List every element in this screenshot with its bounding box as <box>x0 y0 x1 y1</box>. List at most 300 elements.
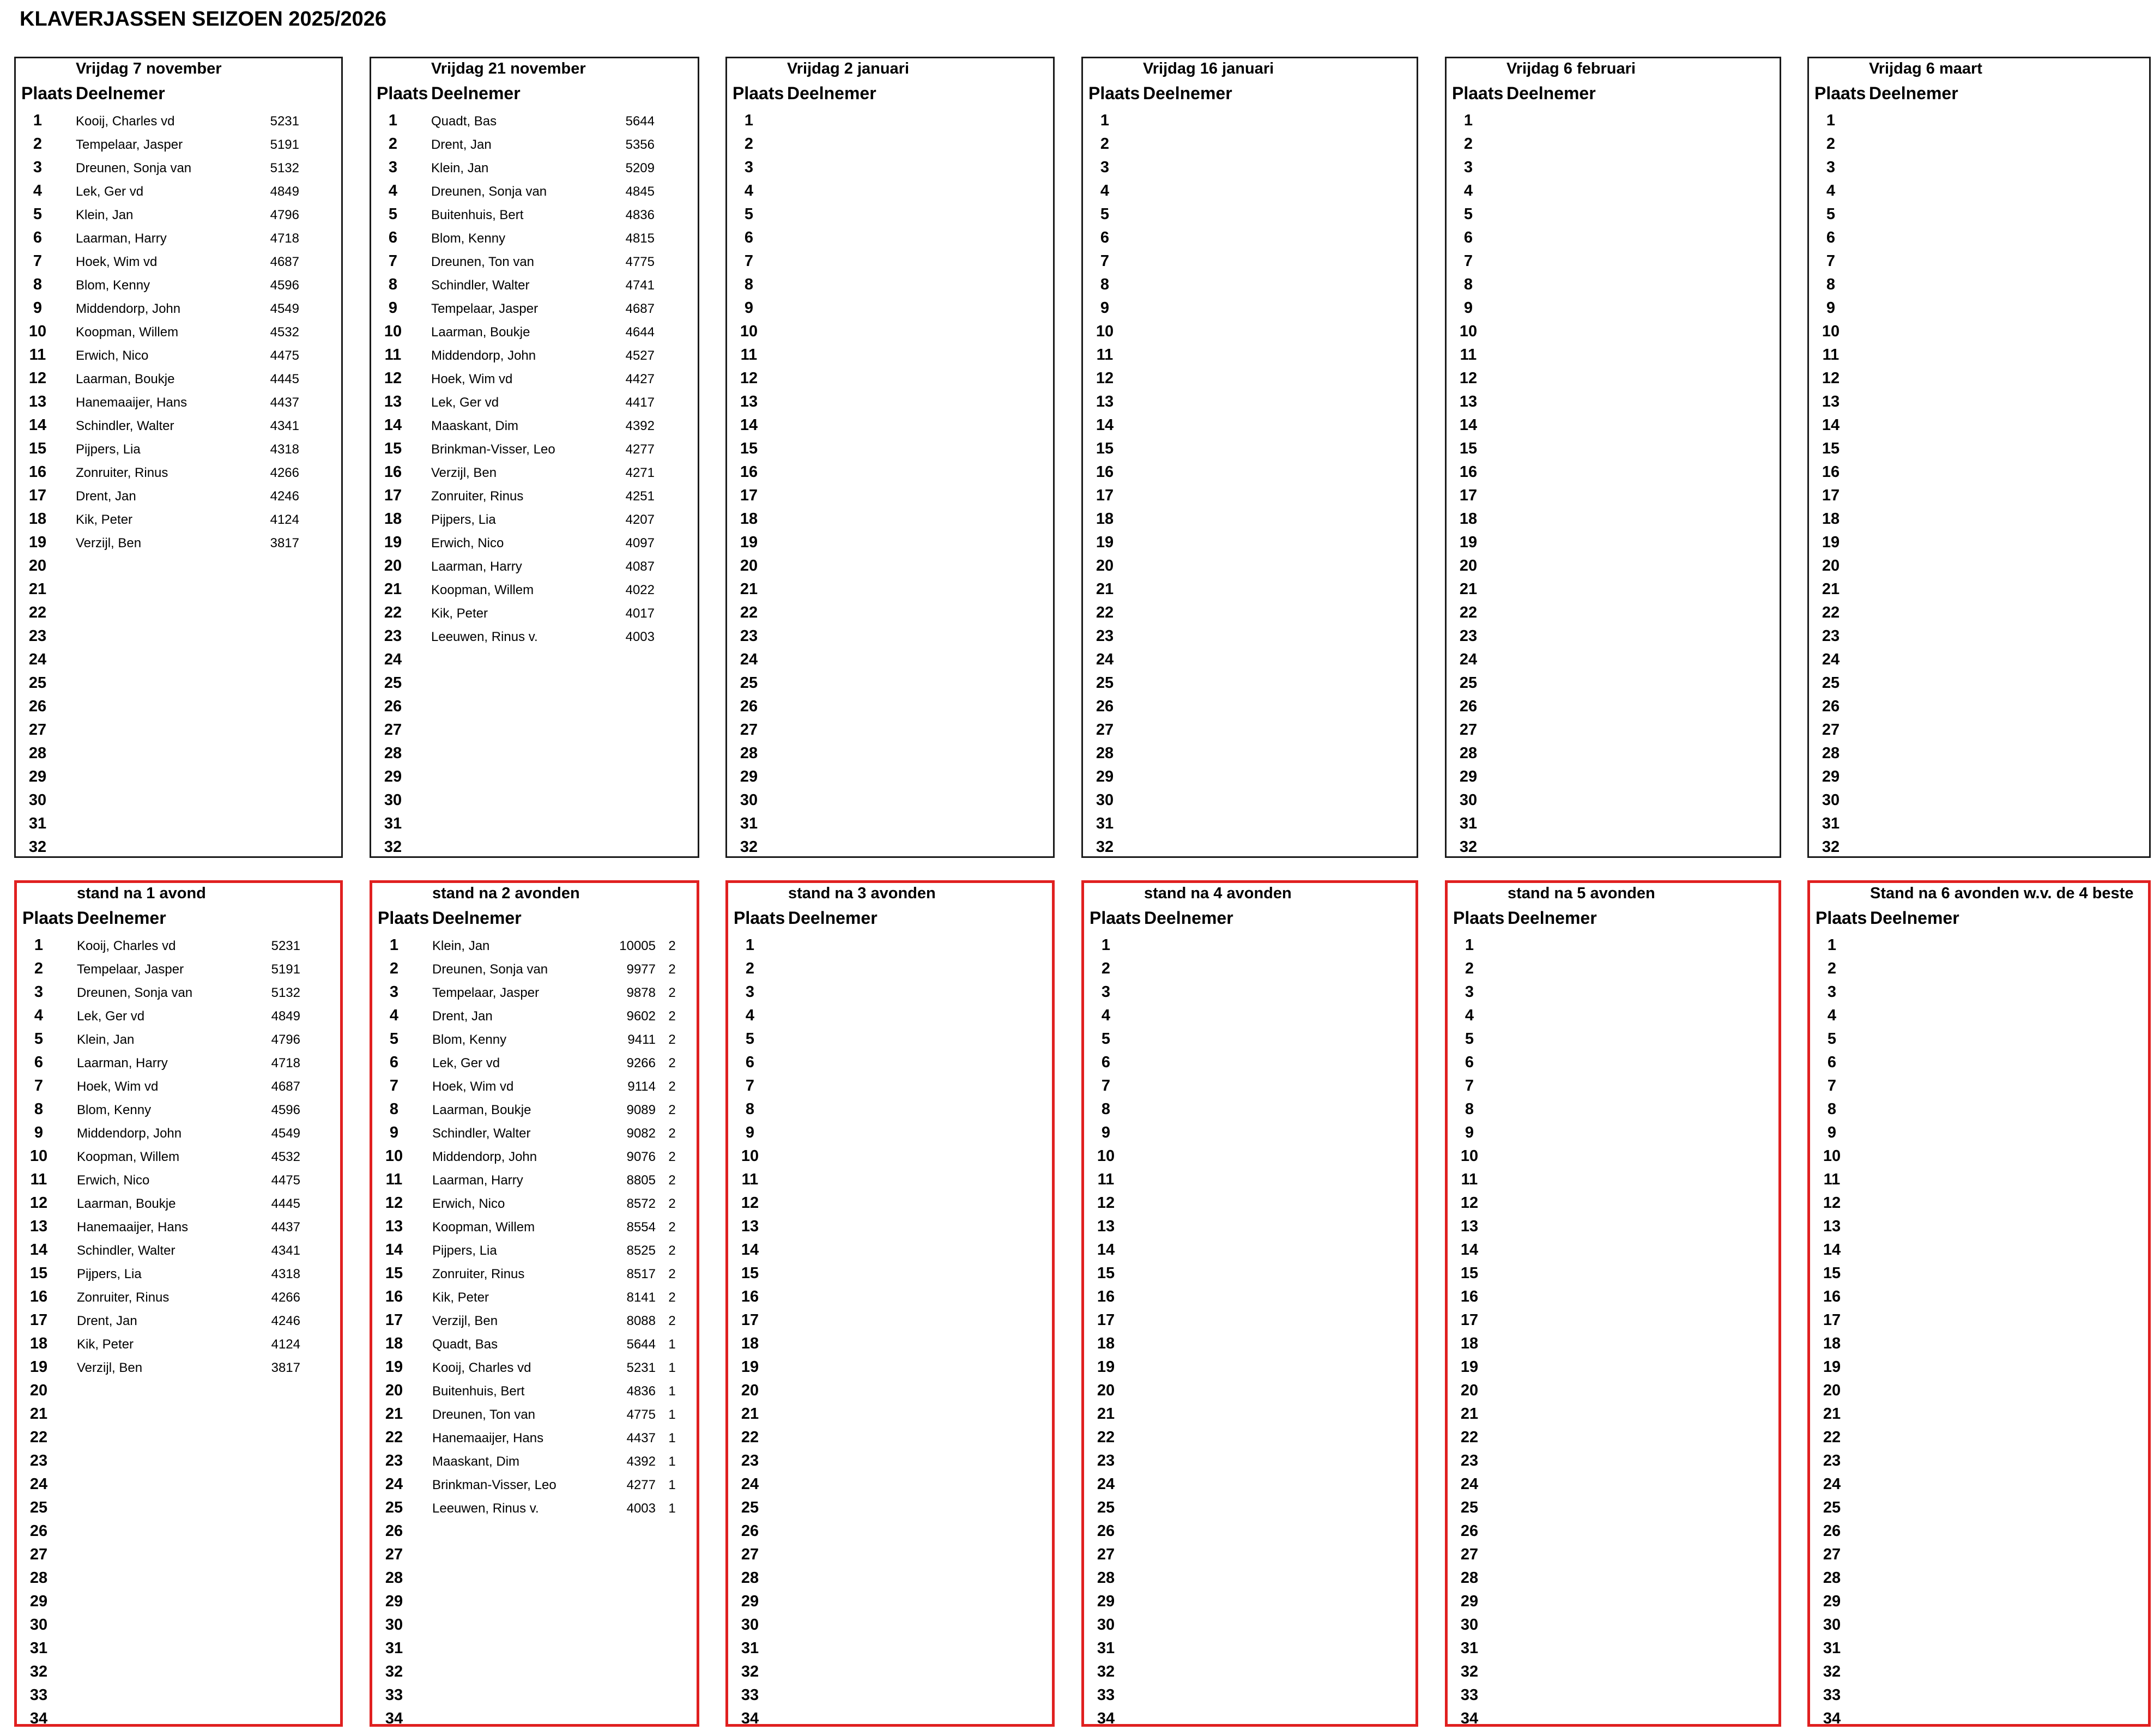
ranking-row <box>371 648 698 672</box>
participant-score: 5356 <box>625 137 655 152</box>
ranking-row <box>1448 957 1778 981</box>
ranking-row <box>1809 109 2149 132</box>
rank-number: 34 <box>29 1710 48 1727</box>
deelnemer-header: Deelnemer <box>1506 83 1596 103</box>
ranking-row <box>16 132 341 156</box>
ranking-row <box>17 981 340 1004</box>
participant-score: 4251 <box>625 489 655 504</box>
ranking-row <box>372 1426 697 1449</box>
ranking-row <box>1809 320 2149 343</box>
rank-number: 14 <box>741 1241 759 1259</box>
rank-number: 25 <box>384 674 402 692</box>
rank-number: 2 <box>1827 960 1837 977</box>
participant-score: 8572 <box>626 1196 656 1211</box>
ranking-row <box>728 1426 1052 1449</box>
ranking-row <box>1084 1215 1415 1238</box>
ranking-row <box>728 1379 1052 1402</box>
ranking-row <box>1083 179 1417 203</box>
rank-number: 20 <box>740 557 758 574</box>
rank-number: 21 <box>1096 580 1114 598</box>
ranking-row <box>1083 531 1417 554</box>
ranking-row <box>1448 1660 1778 1684</box>
plaats-header: Plaats <box>1452 83 1504 103</box>
ranking-row <box>1810 1356 2148 1379</box>
ranking-row <box>372 1637 697 1660</box>
ranking-row <box>16 437 341 461</box>
evening-panel <box>1445 57 1781 858</box>
rank-number: 13 <box>29 1218 48 1235</box>
rank-number: 15 <box>385 1265 403 1282</box>
ranking-row <box>371 250 698 273</box>
rank-number: 21 <box>1097 1405 1115 1423</box>
deelnemer-header: Deelnemer <box>432 908 522 928</box>
ranking-row <box>1809 226 2149 250</box>
rank-number: 26 <box>385 1522 403 1540</box>
rank-number: 15 <box>741 1265 759 1282</box>
rank-number: 15 <box>1096 440 1114 457</box>
participant-name: Middendorp, John <box>431 348 536 363</box>
participant-name: Tempelaar, Jasper <box>432 985 540 1000</box>
ranking-row <box>728 934 1052 957</box>
rank-number: 27 <box>384 721 402 739</box>
rank-number: 27 <box>741 1546 759 1563</box>
rank-number: 13 <box>1096 393 1114 410</box>
participant-score: 8525 <box>626 1243 656 1258</box>
rank-number: 7 <box>1100 252 1110 270</box>
participant-name: Koopman, Willem <box>77 1150 180 1164</box>
rank-number: 18 <box>741 1335 759 1352</box>
rank-number: 19 <box>1097 1358 1115 1376</box>
ranking-row <box>1809 156 2149 179</box>
ranking-row <box>372 1590 697 1613</box>
ranking-row <box>16 789 341 812</box>
standing-panel <box>1081 880 1418 1727</box>
ranking-row <box>16 320 341 343</box>
ranking-row <box>1084 1566 1415 1590</box>
evening-title: Vrijdag 6 februari <box>1506 60 1636 77</box>
rank-number: 30 <box>1460 1616 1479 1634</box>
participant-name: Lek, Ger vd <box>77 1009 145 1024</box>
ranking-row <box>1448 1332 1778 1356</box>
participant-name: Kooij, Charles vd <box>432 1360 531 1375</box>
ranking-row <box>1083 554 1417 578</box>
rank-number: 3 <box>744 159 754 176</box>
participant-name: Laarman, Boukje <box>432 1103 531 1117</box>
rank-number: 34 <box>741 1710 759 1727</box>
ranking-row <box>1810 1027 2148 1051</box>
rank-number: 7 <box>34 1077 44 1094</box>
rank-number: 16 <box>1823 1288 1841 1305</box>
rank-number: 25 <box>28 674 47 692</box>
participant-name: Dreunen, Sonja van <box>76 161 192 176</box>
rank-number: 10 <box>28 323 47 340</box>
evenings-played: 2 <box>668 1150 676 1164</box>
ranking-row <box>1447 273 1780 297</box>
rank-number: 17 <box>1460 1311 1479 1329</box>
participant-score: 4718 <box>270 231 299 246</box>
rank-number: 8 <box>388 276 398 293</box>
participant-score: 4437 <box>626 1431 656 1445</box>
rank-number: 12 <box>1097 1194 1115 1212</box>
rank-number: 21 <box>384 580 402 598</box>
participant-name: Tempelaar, Jasper <box>431 301 538 316</box>
rank-number: 5 <box>33 205 43 223</box>
ranking-row <box>371 484 698 507</box>
rank-number: 17 <box>1459 487 1478 504</box>
ranking-row <box>16 156 341 179</box>
participant-name: Koopman, Willem <box>76 325 179 340</box>
participant-name: Verzijl, Ben <box>76 536 142 551</box>
participant-name: Verzijl, Ben <box>432 1314 498 1328</box>
rank-number: 23 <box>1823 1452 1841 1469</box>
participant-score: 4392 <box>625 419 655 433</box>
rank-number: 29 <box>1822 768 1840 785</box>
participant-score: 4549 <box>270 301 299 316</box>
rank-number: 31 <box>29 1640 48 1657</box>
participant-score: 5231 <box>626 1360 656 1375</box>
ranking-row <box>372 1402 697 1426</box>
rank-number: 10 <box>1823 1147 1841 1165</box>
rank-number: 27 <box>1097 1546 1115 1563</box>
ranking-row <box>728 1004 1052 1027</box>
rank-number: 28 <box>1096 745 1114 762</box>
ranking-row <box>1083 578 1417 601</box>
rank-number: 20 <box>1097 1382 1115 1399</box>
rank-number: 7 <box>1827 1077 1837 1094</box>
participant-score: 10005 <box>619 939 656 953</box>
participant-score: 4246 <box>271 1314 300 1328</box>
ranking-row <box>1809 765 2149 789</box>
participant-name: Kik, Peter <box>77 1337 134 1352</box>
rank-number: 5 <box>1463 205 1473 223</box>
ranking-row <box>728 1027 1052 1051</box>
ranking-row <box>1084 1590 1415 1613</box>
rank-number: 14 <box>385 1241 403 1259</box>
rank-number: 14 <box>1823 1241 1841 1259</box>
rank-number: 20 <box>1823 1382 1841 1399</box>
rank-number: 18 <box>1460 1335 1479 1352</box>
rank-number: 18 <box>1096 510 1114 528</box>
rank-number: 20 <box>1822 557 1840 574</box>
participant-name: Tempelaar, Jasper <box>76 137 183 152</box>
evenings-played: 1 <box>668 1478 676 1492</box>
ranking-row <box>727 742 1053 765</box>
ranking-row <box>372 1566 697 1590</box>
participant-name: Erwich, Nico <box>432 1196 505 1211</box>
participant-score: 4549 <box>271 1126 300 1141</box>
ranking-row <box>1448 1684 1778 1707</box>
ranking-row <box>372 1309 697 1332</box>
rank-number: 18 <box>384 510 402 528</box>
ranking-row <box>16 554 341 578</box>
ranking-row <box>1448 1051 1778 1074</box>
ranking-row <box>1447 531 1780 554</box>
evening-panel <box>1807 57 2151 858</box>
ranking-row <box>728 1285 1052 1309</box>
ranking-row <box>727 179 1053 203</box>
ranking-row <box>1447 789 1780 812</box>
ranking-row <box>1810 1566 2148 1590</box>
ranking-row <box>1083 320 1417 343</box>
rank-number: 9 <box>33 299 43 317</box>
deelnemer-header: Deelnemer <box>1143 83 1232 103</box>
ranking-row <box>727 203 1053 226</box>
ranking-row <box>1810 1707 2148 1731</box>
ranking-row <box>1448 1309 1778 1332</box>
ranking-row <box>1810 1074 2148 1098</box>
rank-number: 15 <box>29 1265 48 1282</box>
rank-number: 7 <box>33 252 43 270</box>
ranking-row <box>17 1356 340 1379</box>
participant-score: 3817 <box>271 1360 300 1375</box>
rank-number: 17 <box>740 487 758 504</box>
rank-number: 10 <box>1097 1147 1115 1165</box>
ranking-row <box>1448 1613 1778 1637</box>
rank-number: 23 <box>29 1452 48 1469</box>
participant-score: 9602 <box>626 1009 656 1024</box>
deelnemer-header: Deelnemer <box>76 83 165 103</box>
ranking-row <box>1448 1449 1778 1473</box>
ranking-row <box>17 1027 340 1051</box>
ranking-row <box>728 1074 1052 1098</box>
participant-score: 9266 <box>626 1056 656 1070</box>
ranking-row <box>1810 1238 2148 1262</box>
ranking-row <box>727 836 1053 859</box>
rank-number: 12 <box>1460 1194 1479 1212</box>
rank-number: 22 <box>1096 604 1114 621</box>
rank-number: 16 <box>1459 463 1478 481</box>
ranking-row <box>1809 132 2149 156</box>
participant-score: 4427 <box>625 372 655 386</box>
rank-number: 32 <box>1460 1663 1479 1680</box>
rank-number: 14 <box>1097 1241 1115 1259</box>
evenings-played: 2 <box>668 1196 676 1211</box>
ranking-row <box>1447 109 1780 132</box>
ranking-row <box>727 648 1053 672</box>
participant-name: Middendorp, John <box>77 1126 182 1141</box>
ranking-row <box>371 601 698 625</box>
ranking-row <box>1083 742 1417 765</box>
rank-number: 28 <box>1460 1569 1479 1587</box>
ranking-row <box>1084 1191 1415 1215</box>
ranking-row <box>1447 179 1780 203</box>
rank-number: 22 <box>740 604 758 621</box>
rank-number: 31 <box>741 1640 759 1657</box>
rank-number: 1 <box>1465 936 1474 954</box>
participant-score: 4277 <box>625 442 655 457</box>
ranking-row <box>727 578 1053 601</box>
rank-number: 17 <box>29 1311 48 1329</box>
ranking-row <box>1448 1215 1778 1238</box>
ranking-row <box>1447 765 1780 789</box>
participant-score: 4277 <box>626 1478 656 1492</box>
participant-score: 4417 <box>625 395 655 410</box>
evenings-played: 2 <box>668 1009 676 1024</box>
rank-number: 2 <box>389 960 399 977</box>
rank-number: 31 <box>385 1640 403 1657</box>
participant-score: 4266 <box>271 1290 300 1305</box>
ranking-row <box>372 1496 697 1520</box>
rank-number: 28 <box>28 745 47 762</box>
ranking-row <box>1447 343 1780 367</box>
rank-number: 3 <box>388 159 398 176</box>
rank-number: 19 <box>384 534 402 551</box>
rank-number: 5 <box>1465 1030 1474 1048</box>
participant-score: 4266 <box>270 465 299 480</box>
rank-number: 6 <box>1826 229 1836 246</box>
participant-score: 4341 <box>271 1243 300 1258</box>
ranking-row <box>1810 981 2148 1004</box>
rank-number: 23 <box>1096 627 1114 645</box>
participant-score: 4097 <box>625 536 655 551</box>
rank-number: 30 <box>1459 791 1478 809</box>
ranking-row <box>728 1660 1052 1684</box>
rank-number: 21 <box>1460 1405 1479 1423</box>
rank-number: 3 <box>1463 159 1473 176</box>
rank-number: 7 <box>388 252 398 270</box>
rank-number: 27 <box>1822 721 1840 739</box>
rank-number: 28 <box>1459 745 1478 762</box>
ranking-row <box>728 1496 1052 1520</box>
participant-score: 4003 <box>625 630 655 644</box>
ranking-row <box>727 250 1053 273</box>
ranking-row <box>372 1027 697 1051</box>
evenings-played: 2 <box>668 1267 676 1281</box>
rank-number: 9 <box>745 1124 755 1141</box>
rank-number: 19 <box>741 1358 759 1376</box>
rank-number: 9 <box>744 299 754 317</box>
rank-number: 3 <box>1465 983 1474 1001</box>
ranking-row <box>1084 1402 1415 1426</box>
rank-number: 18 <box>1097 1335 1115 1352</box>
rank-number: 2 <box>1463 135 1473 153</box>
ranking-row <box>16 226 341 250</box>
participant-name: Schindler, Walter <box>431 278 530 293</box>
participant-score: 5209 <box>625 161 655 176</box>
rank-number: 1 <box>1100 112 1110 129</box>
rank-number: 15 <box>1460 1265 1479 1282</box>
ranking-row <box>16 484 341 507</box>
rank-number: 7 <box>744 252 754 270</box>
ranking-row <box>1448 1473 1778 1496</box>
evenings-played: 2 <box>668 985 676 1000</box>
rank-number: 4 <box>34 1007 44 1024</box>
ranking-row <box>1448 1121 1778 1145</box>
ranking-row <box>371 156 698 179</box>
evenings-played: 2 <box>668 1126 676 1141</box>
rank-number: 2 <box>745 960 755 977</box>
ranking-row <box>1084 1473 1415 1496</box>
ranking-row <box>1809 812 2149 836</box>
ranking-row <box>1083 648 1417 672</box>
participant-score: 4003 <box>626 1501 656 1516</box>
deelnemer-header: Deelnemer <box>1508 908 1597 928</box>
rank-number: 2 <box>34 960 44 977</box>
participant-name: Kik, Peter <box>431 606 488 621</box>
rank-number: 13 <box>741 1218 759 1235</box>
participant-score: 5132 <box>270 161 299 176</box>
evenings-played: 1 <box>668 1407 676 1422</box>
ranking-row <box>1447 742 1780 765</box>
participant-name: Erwich, Nico <box>77 1173 150 1188</box>
rank-number: 19 <box>28 534 47 551</box>
ranking-row <box>1084 1684 1415 1707</box>
ranking-row <box>727 367 1053 390</box>
ranking-row <box>728 1215 1052 1238</box>
deelnemer-header: Deelnemer <box>787 83 876 103</box>
ranking-row <box>1084 934 1415 957</box>
rank-number: 6 <box>744 229 754 246</box>
evenings-played: 2 <box>668 1314 676 1328</box>
rank-number: 7 <box>1101 1077 1111 1094</box>
rank-number: 2 <box>33 135 43 153</box>
rank-number: 26 <box>1096 698 1114 715</box>
ranking-row <box>371 273 698 297</box>
ranking-row <box>1447 250 1780 273</box>
ranking-row <box>1084 1637 1415 1660</box>
ranking-row <box>372 1051 697 1074</box>
participant-name: Klein, Jan <box>77 1032 135 1047</box>
ranking-row <box>1810 1543 2148 1566</box>
rank-number: 11 <box>1822 346 1840 364</box>
rank-number: 14 <box>740 416 758 434</box>
participant-name: Zonruiter, Rinus <box>76 465 168 480</box>
ranking-row <box>1084 1309 1415 1332</box>
rank-number: 14 <box>1096 416 1114 434</box>
ranking-row <box>1447 836 1780 859</box>
rank-number: 4 <box>744 182 754 199</box>
ranking-row <box>1809 297 2149 320</box>
ranking-row <box>16 765 341 789</box>
ranking-row <box>1809 789 2149 812</box>
ranking-row <box>1084 1707 1415 1731</box>
rank-number: 28 <box>1823 1569 1841 1587</box>
rank-number: 14 <box>28 416 47 434</box>
rank-number: 34 <box>1097 1710 1115 1727</box>
participant-name: Verzijl, Ben <box>77 1360 143 1375</box>
participant-name: Kooij, Charles vd <box>77 939 176 953</box>
ranking-row <box>16 625 341 648</box>
rank-number: 7 <box>1826 252 1836 270</box>
evening-title: Vrijdag 7 november <box>76 60 222 77</box>
rank-number: 32 <box>1097 1663 1115 1680</box>
ranking-row <box>1084 1262 1415 1285</box>
rank-number: 5 <box>745 1030 755 1048</box>
rank-number: 5 <box>1826 205 1836 223</box>
ranking-row <box>1809 390 2149 414</box>
ranking-row <box>16 367 341 390</box>
rank-number: 5 <box>388 205 398 223</box>
participant-name: Kooij, Charles vd <box>76 114 175 129</box>
ranking-row <box>371 836 698 859</box>
ranking-row <box>1084 1332 1415 1356</box>
ranking-row <box>1084 1613 1415 1637</box>
rank-number: 4 <box>388 182 398 199</box>
ranking-row <box>1083 343 1417 367</box>
rank-number: 18 <box>1823 1335 1841 1352</box>
standing-title: stand na 3 avonden <box>788 885 936 902</box>
ranking-row <box>372 1074 697 1098</box>
ranking-row <box>1810 1426 2148 1449</box>
ranking-row <box>17 1707 340 1731</box>
rank-number: 23 <box>28 627 47 645</box>
rank-number: 26 <box>741 1522 759 1540</box>
rank-number: 27 <box>29 1546 48 1563</box>
ranking-row <box>1448 1379 1778 1402</box>
ranking-row <box>1448 1145 1778 1168</box>
participant-name: Laarman, Boukje <box>431 325 530 340</box>
rank-number: 22 <box>384 604 402 621</box>
